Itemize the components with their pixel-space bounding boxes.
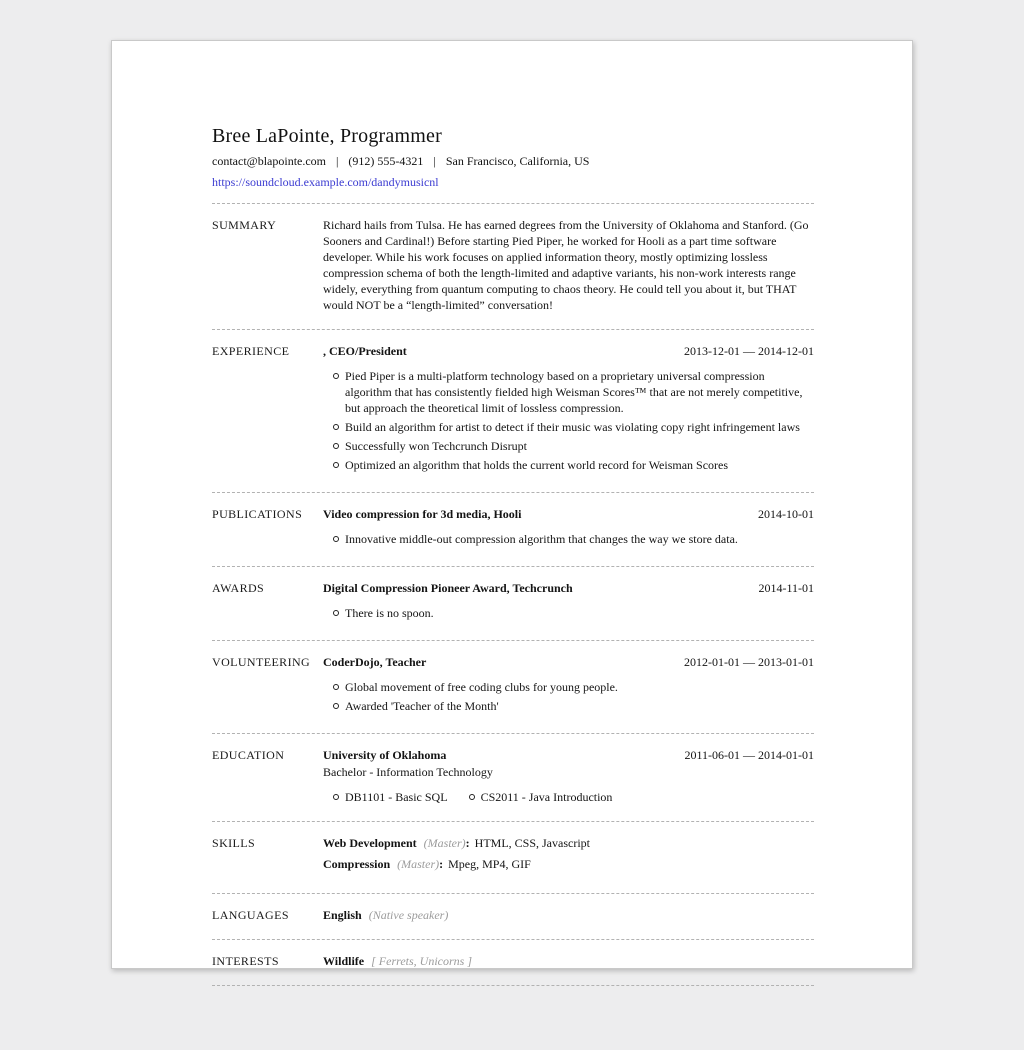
award-title: Digital Compression Pioneer Award, Techcrunch	[323, 581, 573, 595]
resume-header	[212, 125, 814, 203]
volunteering-bullet-list	[323, 679, 814, 714]
contact-separator: |	[433, 154, 436, 168]
award-bullet-list	[323, 605, 814, 621]
education-course-list	[323, 789, 814, 805]
section-skills	[212, 822, 814, 893]
summary-text: Richard hails from Tulsa. He has earned degrees from the University of Oklahoma and Stanford. (Go Sooners and Cardinal!) Before starting Pied Piper, he worked for Hooli as a part time software developer. While his work focuses on applied information theory, mostly optimizing lossless compression schema of both the length-limited and adaptive variants, his non-work interests range widely, everything from quantum computing to chaos theory. He could tell you about it, but THAT would NOT be a “length-limited” conversation!	[323, 218, 809, 312]
language-level: (Native speaker)	[368, 908, 449, 922]
publication-date: 2014-10-01	[758, 507, 814, 521]
contact-phone: (912) 555-4321	[348, 154, 424, 168]
list-item: Optimized an algorithm that holds the current world record for Weisman Scores	[345, 457, 814, 473]
section-label-education: EDUCATION	[212, 748, 285, 762]
skill-colon: :	[465, 836, 470, 850]
section-publications	[212, 493, 814, 566]
volunteering-title: CoderDojo, Teacher	[323, 655, 427, 669]
publication-bullet-list	[323, 531, 814, 547]
publication-title: Video compression for 3d media, Hooli	[323, 507, 522, 521]
section-interests	[212, 940, 814, 985]
section-education	[212, 734, 814, 821]
contact-location: San Francisco, California, US	[445, 154, 590, 168]
section-label-awards: AWARDS	[212, 581, 265, 595]
section-label-summary: SUMMARY	[212, 218, 277, 232]
language-name: English	[323, 908, 362, 922]
section-label-experience: EXPERIENCE	[212, 344, 290, 358]
page-title: Bree LaPointe, Programmer	[212, 125, 442, 147]
section-divider	[212, 985, 814, 986]
skill-item	[323, 856, 814, 872]
profile-link[interactable]: https://soundcloud.example.com/dandymusicnl	[212, 175, 439, 189]
section-label-languages: LANGUAGES	[212, 908, 289, 922]
list-item: There is no spoon.	[345, 605, 814, 621]
skill-item	[323, 835, 814, 851]
interest-detail: [ Ferrets, Unicorns ]	[371, 954, 473, 968]
skill-level: (Master)	[423, 836, 466, 850]
skill-colon: :	[439, 857, 444, 871]
section-label-skills: SKILLS	[212, 836, 256, 850]
list-item: Successfully won Techcrunch Disrupt	[345, 438, 814, 454]
list-item: CS2011 - Java Introduction	[480, 790, 613, 804]
award-date: 2014-11-01	[758, 581, 814, 595]
skill-keywords: Mpeg, MP4, GIF	[448, 857, 531, 871]
list-item: DB1101 - Basic SQL	[345, 790, 448, 804]
skill-keywords: HTML, CSS, Javascript	[474, 836, 590, 850]
skill-level: (Master)	[397, 857, 440, 871]
experience-title: , CEO/President	[323, 344, 407, 358]
contact-separator: |	[336, 154, 339, 168]
resume-page	[111, 40, 913, 969]
education-degree: Bachelor - Information Technology	[323, 765, 493, 779]
education-dates: 2011-06-01 — 2014-01-01	[684, 748, 814, 762]
skill-name: Compression	[323, 857, 391, 871]
volunteering-dates: 2012-01-01 — 2013-01-01	[684, 655, 814, 669]
section-summary	[212, 204, 814, 329]
section-experience	[212, 330, 814, 492]
experience-dates: 2013-12-01 — 2014-12-01	[684, 344, 814, 358]
section-label-volunteering: VOLUNTEERING	[212, 655, 311, 669]
list-item: Awarded 'Teacher of the Month'	[345, 698, 814, 714]
experience-bullet-list	[323, 368, 814, 473]
skill-name: Web Development	[323, 836, 417, 850]
section-volunteering	[212, 641, 814, 733]
interest-name: Wildlife	[323, 954, 365, 968]
section-label-publications: PUBLICATIONS	[212, 507, 303, 521]
list-item: Build an algorithm for artist to detect if their music was violating copy right infringement laws	[345, 419, 814, 435]
contact-email: contact@blapointe.com	[212, 154, 327, 168]
contact-line	[212, 154, 814, 169]
list-item: Global movement of free coding clubs for young people.	[345, 679, 814, 695]
list-item: Innovative middle-out compression algorithm that changes the way we store data.	[345, 531, 814, 547]
section-awards	[212, 567, 814, 640]
section-languages	[212, 894, 814, 939]
education-school: University of Oklahoma	[323, 748, 447, 762]
list-item: Pied Piper is a multi-platform technology based on a proprietary universal compression algorithm that has consistently fielded high Weisman Scores™ that are not merely competitive, but approach the theoretical limit of lossless compression.	[345, 368, 814, 416]
section-label-interests: INTERESTS	[212, 954, 279, 968]
